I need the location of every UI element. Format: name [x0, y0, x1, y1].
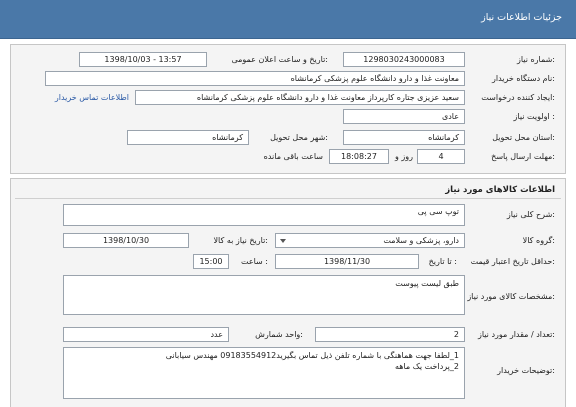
specs-field[interactable]: طبق لیست پیوست	[63, 275, 465, 315]
goods-panel	[10, 178, 566, 407]
buyer-notes-label: توضیحات خریدار:	[497, 366, 555, 375]
buyer-notes-field[interactable]	[63, 347, 465, 399]
goods-section-title: اطلاعات کالاهای مورد نیاز	[445, 185, 555, 195]
unit-field[interactable]: عدد	[63, 327, 229, 342]
quantity-field[interactable]: 2	[315, 327, 465, 342]
buyer-notes-line-1: 1_لطفا جهت هماهنگی با شماره تلفن ذیل تماس بگیرید09183554912 مهندس سیابانی	[165, 351, 459, 360]
need-date-label: تاریخ نیاز به کالا:	[213, 236, 268, 245]
priority-field[interactable]: عادی	[343, 109, 465, 124]
deadline-days-field[interactable]: 4	[417, 149, 465, 164]
requester-field[interactable]: سعید عزیزی جتاره کارپرداز معاونت غذا و دارو دانشگاه علوم پزشکی کرمانشاه	[135, 90, 465, 105]
need-number-field[interactable]: 1298030243000083	[343, 52, 465, 67]
quantity-label: تعداد / مقدار مورد نیاز:	[477, 330, 555, 339]
description-label: شرح کلی نیاز:	[506, 210, 555, 219]
delivery-city-field[interactable]: کرمانشاه	[127, 130, 249, 145]
buyer-contact-link[interactable]: اطلاعات تماس خریدار	[54, 93, 129, 102]
days-label: روز و	[395, 152, 413, 161]
remaining-label: ساعت باقی مانده	[263, 152, 323, 161]
buyer-org-label: نام دستگاه خریدار:	[491, 74, 555, 83]
section-divider	[15, 198, 561, 199]
announce-datetime-field[interactable]: 1398/10/03 - 13:57	[79, 52, 207, 67]
time-field[interactable]: 15:00	[193, 254, 229, 269]
priority-label: اولویت نیاز :	[513, 112, 555, 121]
group-label: گروه کالا:	[522, 236, 555, 245]
buyer-notes-line-2: 2_پرداخت یک ماهه	[394, 362, 459, 371]
specs-label: مشخصات کالای مورد نیاز:	[467, 292, 555, 301]
page-title: جزئیات اطلاعات نیاز	[481, 12, 562, 23]
time-label: ساعت :	[240, 257, 268, 266]
delivery-province-label: استان محل تحویل:	[492, 133, 555, 142]
need-date-field[interactable]: 1398/10/30	[63, 233, 189, 248]
deadline-label: مهلت ارسال پاسخ:	[491, 152, 555, 161]
delivery-city-label: شهر محل تحویل:	[270, 133, 328, 142]
deadline-time-field[interactable]: 18:08:27	[329, 149, 389, 164]
group-select[interactable]: دارو، پزشکی و سلامت	[275, 233, 465, 248]
until-date-label: تا تاریخ :	[428, 257, 457, 266]
until-date-field[interactable]: 1398/11/30	[275, 254, 419, 269]
delivery-province-field[interactable]: کرمانشاه	[343, 130, 465, 145]
unit-label: واحد شمارش:	[255, 330, 303, 339]
need-info-panel	[10, 44, 566, 174]
need-number-label: شماره نیاز:	[516, 55, 555, 64]
description-field[interactable]: توپ سی پی	[63, 204, 465, 226]
announce-datetime-label: تاریخ و ساعت اعلان عمومی:	[231, 55, 328, 64]
min-validity-label: حداقل تاریخ اعتبار قیمت:	[470, 257, 555, 266]
buyer-org-field[interactable]: معاونت غذا و دارو دانشگاه علوم پزشکی کرمانشاه	[45, 71, 465, 86]
page-header	[0, 0, 576, 39]
requester-label: ایجاد کننده درخواست:	[481, 93, 555, 102]
